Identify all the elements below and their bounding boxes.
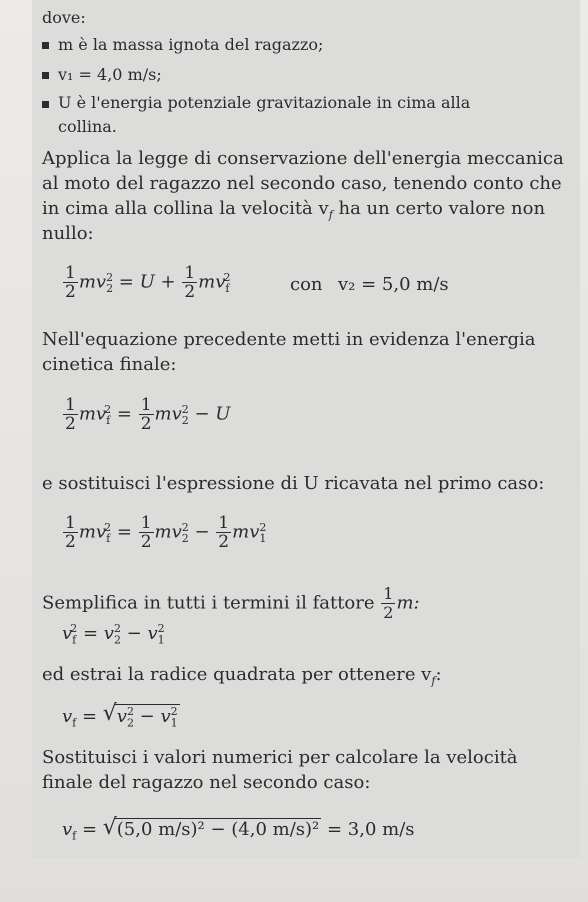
bullet-v1: v₁ = 4,0 m/s; [58, 65, 162, 84]
para6-line2: finale del ragazzo nel secondo caso: [42, 772, 371, 793]
para5: ed estrai la radice quadrata per ottenere $v_f$: [42, 664, 442, 688]
bullet-marker [42, 101, 49, 108]
bullet-mass: m è la massa ignota del ragazzo; [58, 35, 324, 54]
equation-v2-value: v₂ = 5,0 m/s [338, 274, 449, 295]
para1-line2: al moto del ragazzo nel secondo caso, tenendo conto che [42, 173, 562, 194]
para3: e sostituisci l'espressione di U ricavata nel primo caso: [42, 473, 545, 494]
bullet-energy-line2: collina. [58, 117, 117, 136]
para1-line1: Applica la legge di conservazione dell'energia meccanica [42, 148, 564, 169]
para2-line2: cinetica finale: [42, 354, 177, 375]
equation-substitution: $\frac{1}{2}$ $mv_f^2$ = $\frac{1}{2}$ $mv_2^2$ − $\frac{1}{2}$ $mv_1^2$ [65, 513, 267, 552]
equation-simplified: $v_f^2 = v_2^2 - v_1^2$ [62, 622, 165, 647]
equation-square-root: $v_f$ = √ $v_2^2 - v_1^2$ [62, 701, 178, 730]
bullet-energy-line1: U è l'energia potenziale gravitazionale in cima alla [58, 93, 471, 112]
para1-line4: nullo: [42, 223, 94, 244]
intro-dove: dove: [42, 8, 86, 27]
equation-final-result: $v_f$ = √ (5,0 m/s)² − (4,0 m/s)² = 3,0 m/s [62, 815, 415, 843]
bullet-marker [42, 72, 49, 79]
para1-line3: in cima alla collina la velocità $v_f$ ha un certo valore non [42, 198, 546, 222]
equation-kinetic-final: $\frac{1}{2}$ $mv_f^2$ = $\frac{1}{2}$ $mv_2^2 - U$ [65, 395, 231, 434]
para2-line1: Nell'equazione precedente metti in evidenza l'energia [42, 329, 536, 350]
para4: Semplifica in tutti i termini il fattore $\frac{1}{2}$ m: [42, 584, 420, 622]
equation-energy-conservation: $\frac{1}{2}$ $mv_2^2 = U$ + $\frac{1}{2}$ $mv_f^2$ [65, 263, 231, 302]
bullet-marker [42, 42, 49, 49]
equation-condition-label: con [290, 274, 323, 295]
para6-line1: Sostituisci i valori numerici per calcolare la velocità [42, 747, 518, 768]
